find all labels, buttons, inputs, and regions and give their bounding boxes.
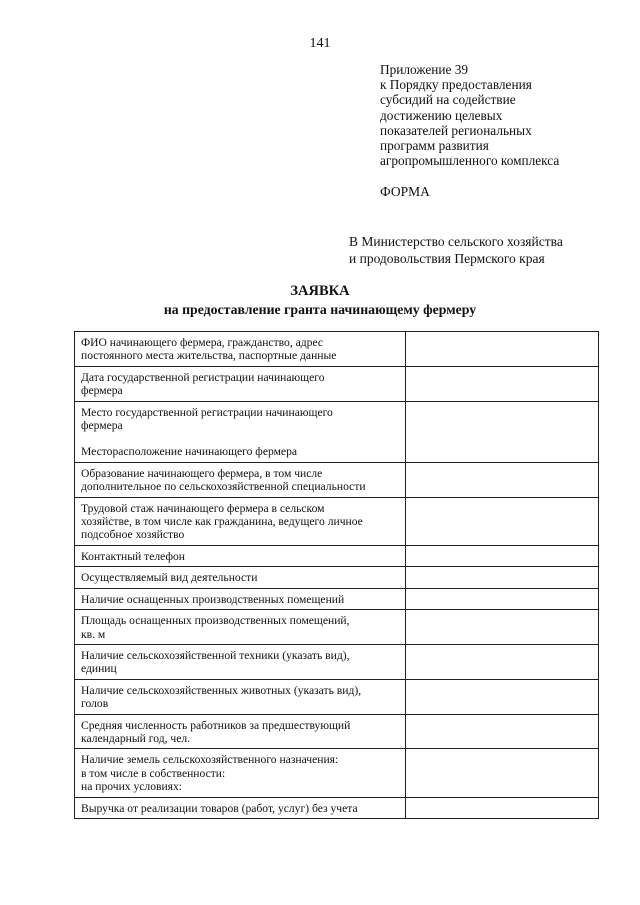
form-row (75, 679, 599, 714)
form-row (75, 401, 599, 462)
field-label (75, 644, 406, 679)
field-label-line: хозяйстве, в том числе как гражданина, ведущего личное (81, 515, 363, 529)
field-label-line: кв. м (81, 627, 106, 641)
application-form-table (74, 331, 599, 819)
field-label-line: Место государственной регистрации начинающего (81, 405, 333, 419)
field-label-line: Трудовой стаж начинающего фермера в сельском (81, 501, 325, 515)
field-label-line: фермера (81, 384, 123, 398)
field-value[interactable] (406, 644, 599, 679)
field-label-line: фермера (81, 419, 123, 433)
field-label-line: ФИО начинающего фермера, гражданство, адрес (81, 336, 324, 349)
form-row (75, 366, 599, 401)
appendix-line: показателей региональных (380, 122, 532, 138)
field-label-line: Средняя численность работников за предшествующий (81, 718, 351, 732)
appendix-line: субсидий на содействие (380, 92, 516, 108)
field-label-line: Образование начинающего фермера, в том числе (81, 466, 323, 480)
field-label (75, 797, 406, 818)
field-value[interactable] (406, 610, 599, 645)
field-label-line: Осуществляемый вид деятельности (81, 571, 258, 585)
form-label: ФОРМА (380, 184, 430, 199)
appendix-reference (380, 62, 559, 168)
field-value[interactable] (406, 714, 599, 749)
field-label (75, 714, 406, 749)
appendix-line: к Порядку предоставления (380, 77, 532, 93)
field-label (75, 366, 406, 401)
form-row (75, 497, 599, 545)
field-label-line: Месторасположение начинающего фермера (81, 445, 298, 459)
field-value[interactable] (406, 679, 599, 714)
form-row (75, 714, 599, 749)
form-row (75, 644, 599, 679)
field-label (75, 749, 406, 797)
field-label-line: календарный год, чел. (81, 731, 191, 745)
form-row (75, 332, 599, 367)
field-label-line: постоянного места жительства, паспортные данные (81, 349, 337, 363)
page-number: 141 (309, 36, 331, 51)
recipient-line: В Министерство сельского хозяйства (349, 234, 563, 249)
field-label (75, 332, 406, 367)
appendix-line: агропромышленного комплекса (380, 153, 560, 169)
form-row (75, 797, 599, 818)
form-row (75, 749, 599, 797)
field-label-line: Площадь оснащенных производственных помещений, (81, 614, 350, 628)
recipient-address (349, 233, 563, 267)
field-label-line: Выручка от реализации товаров (работ, услуг) без учета (81, 801, 358, 815)
field-label-line: дополнительное по сельскохозяйственной специальности (81, 480, 366, 494)
form-row (75, 610, 599, 645)
field-label-line: Контактный телефон (81, 549, 185, 563)
field-label (75, 545, 406, 566)
line-gap (81, 432, 399, 445)
field-value[interactable] (406, 545, 599, 566)
field-value[interactable] (406, 462, 599, 497)
field-label-line: на прочих условиях: (81, 780, 183, 794)
field-label (75, 462, 406, 497)
field-label-line: Наличие земель сельскохозяйственного назначения: (81, 753, 339, 767)
field-value[interactable] (406, 749, 599, 797)
field-label (75, 401, 406, 462)
appendix-line: достижению целевых (380, 107, 503, 123)
field-label-line: в том числе в собственности: (81, 766, 226, 780)
field-value[interactable] (406, 401, 599, 462)
field-label (75, 497, 406, 545)
form-row (75, 567, 599, 588)
field-label-line: Наличие сельскохозяйственной техники (указать вид), (81, 648, 350, 662)
document-title: ЗАЯВКА (290, 283, 350, 299)
field-value[interactable] (406, 588, 599, 609)
field-label (75, 610, 406, 645)
field-label-line: единиц (81, 662, 117, 676)
field-label (75, 567, 406, 588)
field-label-line: Наличие оснащенных производственных помещений (81, 592, 345, 606)
form-row (75, 545, 599, 566)
field-label-line: Дата государственной регистрации начинающего (81, 370, 325, 384)
form-row (75, 462, 599, 497)
field-label (75, 588, 406, 609)
document-subtitle: на предоставление гранта начинающему фермеру (163, 302, 477, 317)
field-label (75, 679, 406, 714)
field-value[interactable] (406, 497, 599, 545)
field-label-line: голов (81, 697, 109, 711)
field-label-line: подсобное хозяйство (81, 528, 185, 542)
field-value[interactable] (406, 332, 599, 367)
field-label-line: Наличие сельскохозяйственных животных (указать вид), (81, 683, 362, 697)
appendix-line: программ развития (380, 138, 489, 154)
recipient-line: и продовольствия Пермского края (349, 251, 545, 266)
form-row (75, 588, 599, 609)
field-value[interactable] (406, 366, 599, 401)
field-value[interactable] (406, 797, 599, 818)
appendix-line: Приложение 39 (380, 62, 468, 77)
field-value[interactable] (406, 567, 599, 588)
